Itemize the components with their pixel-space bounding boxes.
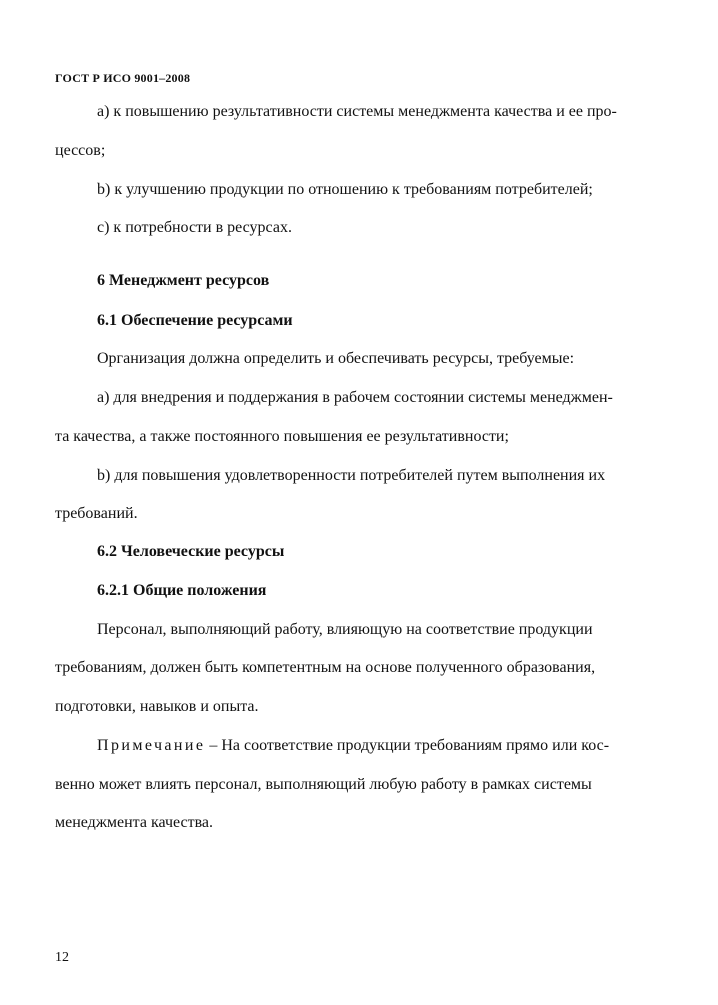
text-line: подготовки, навыков и опыта. — [55, 698, 259, 715]
section-heading-6-2: 6.2 Человеческие ресурсы — [97, 543, 285, 560]
note-text: – На соответствие продукции требованиям прямо или кос- — [205, 737, 610, 754]
text-line: Организация должна определить и обеспечивать ресурсы, требуемые: — [97, 350, 575, 367]
text-line: та качества, а также постоянного повышения ее результативности; — [55, 428, 509, 445]
note-line — [97, 737, 609, 755]
text-line: Персонал, выполняющий работу, влияющую на соответствие продукции — [97, 621, 593, 638]
text-line: цессов; — [55, 142, 106, 159]
text-line: b) к улучшению продукции по отношению к требованиям потребителей; — [97, 181, 593, 198]
document-header: ГОСТ Р ИСО 9001–2008 — [55, 71, 191, 85]
text-line: требованиям, должен быть компетентным на основе полученного образования, — [55, 659, 596, 676]
section-heading-6-1: 6.1 Обеспечение ресурсами — [97, 312, 293, 329]
section-heading-6: 6 Менеджмент ресурсов — [97, 272, 270, 289]
text-line: менеджмента качества. — [55, 814, 214, 831]
text-line: венно может влиять персонал, выполняющий любую работу в рамках системы — [55, 776, 592, 793]
page-number: 12 — [55, 950, 69, 965]
note-label: Примечание — [97, 737, 206, 754]
text-line: a) к повышению результативности системы менеджмента качества и ее про- — [97, 103, 617, 120]
section-heading-6-2-1: 6.2.1 Общие положения — [97, 582, 267, 599]
text-line: требований. — [55, 505, 138, 522]
text-line: b) для повышения удовлетворенности потребителей путем выполнения их — [97, 467, 606, 484]
text-line: c) к потребности в ресурсах. — [97, 219, 292, 236]
text-line: a) для внедрения и поддержания в рабочем состоянии системы менеджмен- — [97, 389, 613, 406]
